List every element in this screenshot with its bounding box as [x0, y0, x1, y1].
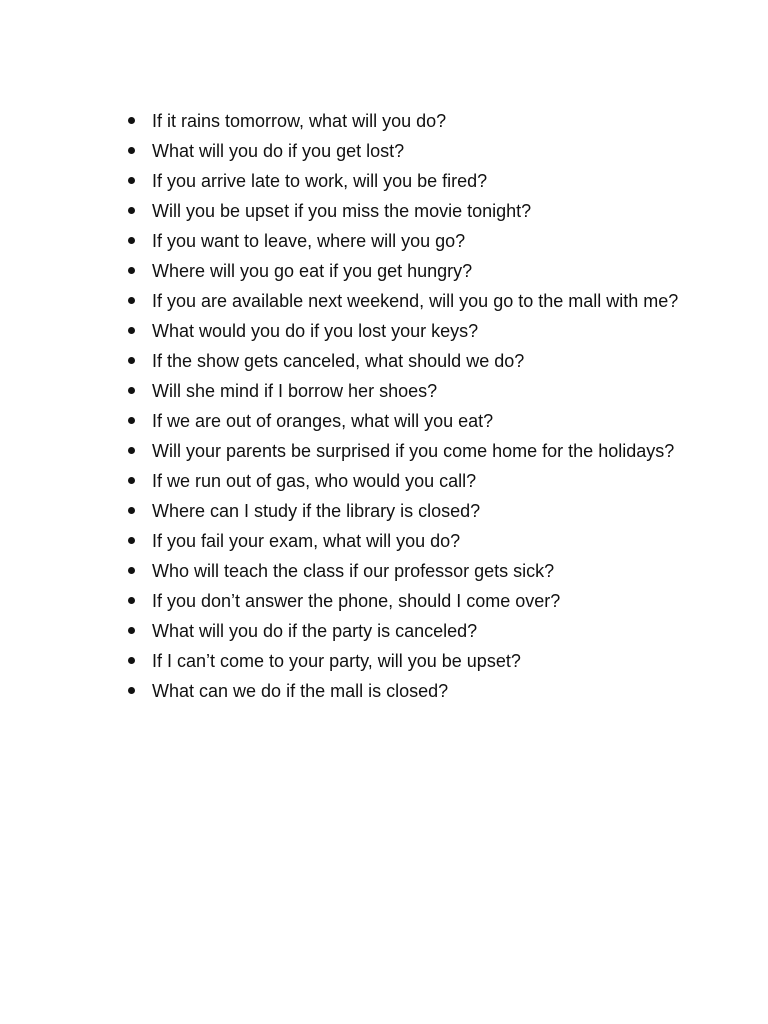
question-text: Who will teach the class if our professor gets sick? — [152, 561, 555, 581]
list-item — [126, 166, 686, 196]
question-text: If you are available next weekend, will you go to the mall with me? — [152, 291, 679, 311]
list-item — [126, 436, 686, 466]
question-text: What can we do if the mall is closed? — [152, 681, 449, 701]
bullet-icon — [128, 267, 135, 274]
list-item — [126, 256, 686, 286]
question-text: If you arrive late to work, will you be fired? — [152, 171, 488, 191]
list-item — [126, 226, 686, 256]
bullet-icon — [128, 207, 135, 214]
question-text: Where will you go eat if you get hungry? — [152, 261, 473, 281]
bullet-icon — [128, 147, 135, 154]
list-item — [126, 286, 686, 316]
bullet-icon — [128, 477, 135, 484]
question-text: What will you do if the party is canceled? — [152, 621, 478, 641]
list-item — [126, 556, 686, 586]
list-item — [126, 376, 686, 406]
list-item — [126, 466, 686, 496]
question-text: If you want to leave, where will you go? — [152, 231, 466, 251]
bullet-icon — [128, 417, 135, 424]
bullet-icon — [128, 297, 135, 304]
question-text: If we are out of oranges, what will you eat? — [152, 411, 494, 431]
bullet-icon — [128, 507, 135, 514]
question-text: Will she mind if I borrow her shoes? — [152, 381, 438, 401]
bullet-icon — [128, 237, 135, 244]
question-text: If you fail your exam, what will you do? — [152, 531, 461, 551]
question-text: Will your parents be surprised if you come home for the holidays? — [152, 441, 675, 461]
question-list — [126, 106, 686, 706]
bullet-icon — [128, 357, 135, 364]
list-item — [126, 496, 686, 526]
list-item — [126, 346, 686, 376]
list-item — [126, 616, 686, 646]
list-item — [126, 676, 686, 706]
bullet-icon — [128, 627, 135, 634]
question-text: If it rains tomorrow, what will you do? — [152, 111, 447, 131]
list-item — [126, 406, 686, 436]
question-text: If the show gets canceled, what should we do? — [152, 351, 525, 371]
question-text: If we run out of gas, who would you call? — [152, 471, 477, 491]
question-text: If I can’t come to your party, will you be upset? — [152, 651, 521, 671]
question-text: Where can I study if the library is closed? — [152, 501, 481, 521]
bullet-icon — [128, 447, 135, 454]
list-item — [126, 196, 686, 226]
bullet-icon — [128, 597, 135, 604]
list-item — [126, 106, 686, 136]
bullet-icon — [128, 327, 135, 334]
question-text: What will you do if you get lost? — [152, 141, 405, 161]
question-text: If you don’t answer the phone, should I come over? — [152, 591, 561, 611]
bullet-icon — [128, 567, 135, 574]
question-text: Will you be upset if you miss the movie tonight? — [152, 201, 532, 221]
list-item — [126, 136, 686, 166]
bullet-icon — [128, 387, 135, 394]
bullet-icon — [128, 687, 135, 694]
list-item — [126, 586, 686, 616]
list-item — [126, 526, 686, 556]
list-item — [126, 646, 686, 676]
bullet-icon — [128, 177, 135, 184]
bullet-icon — [128, 117, 135, 124]
bullet-icon — [128, 537, 135, 544]
question-text: What would you do if you lost your keys? — [152, 321, 479, 341]
list-item — [126, 316, 686, 346]
bullet-icon — [128, 657, 135, 664]
